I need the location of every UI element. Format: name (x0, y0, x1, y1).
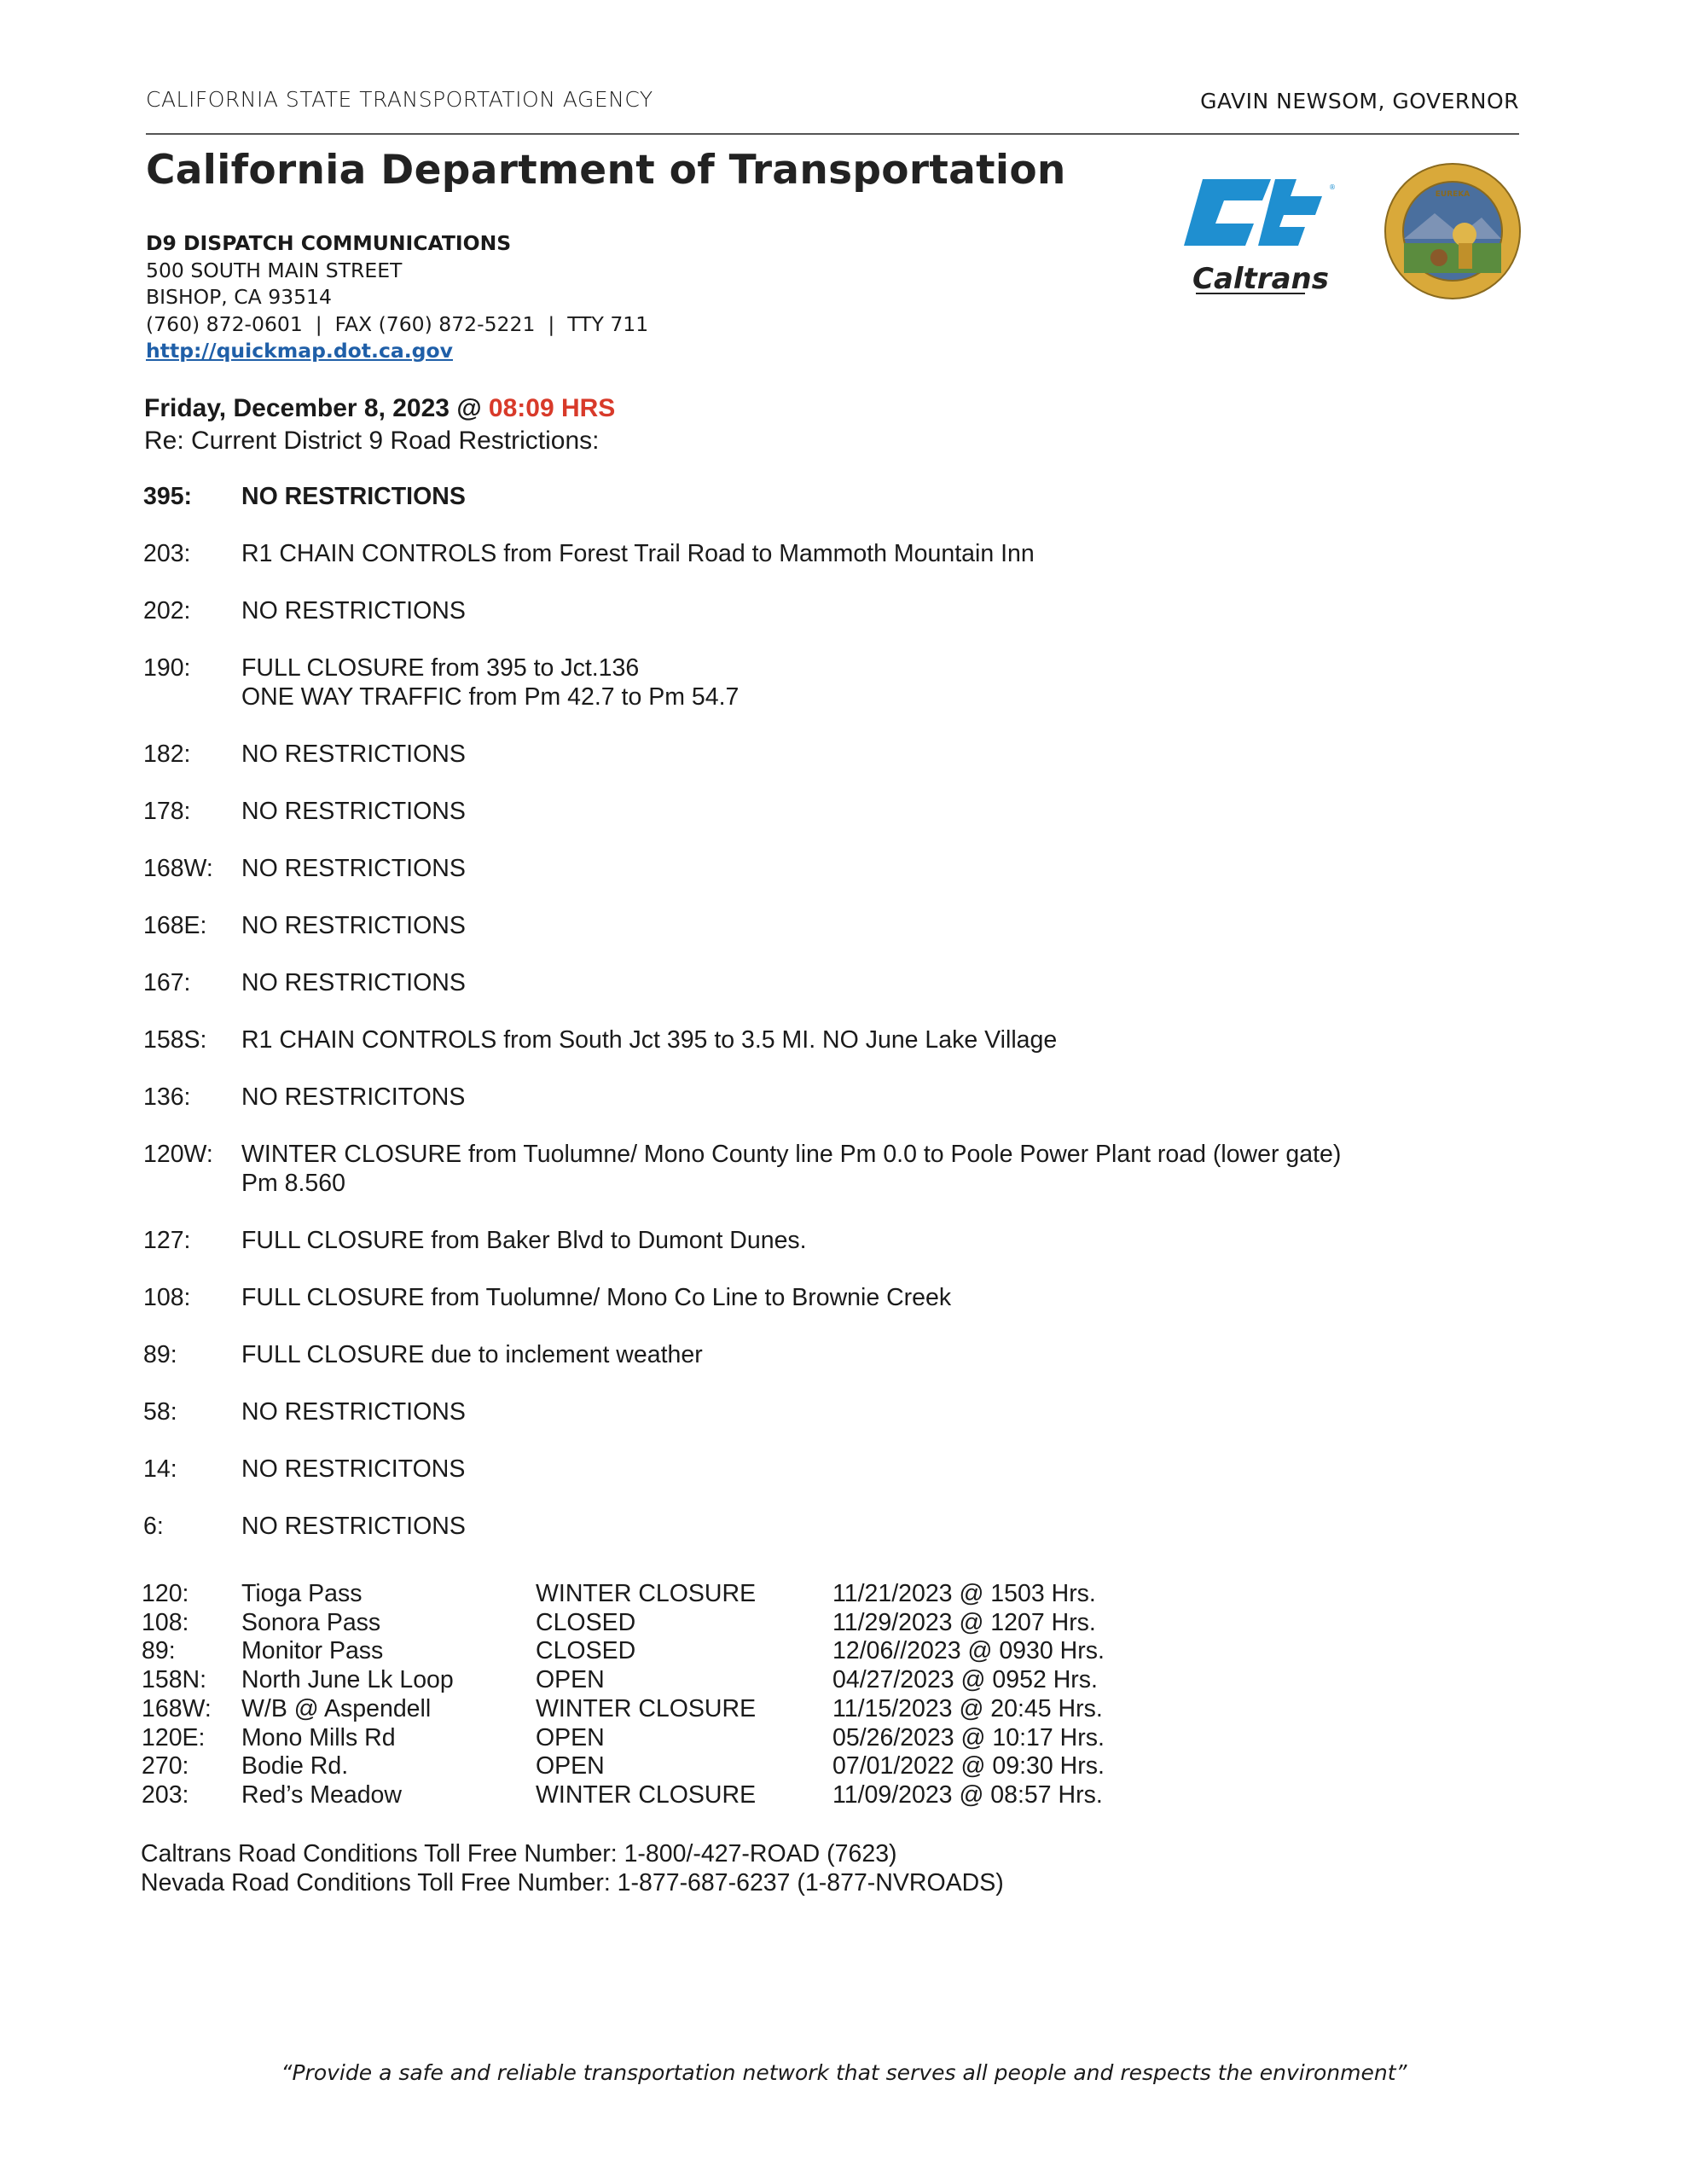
pass-date: 11/21/2023 @ 1503 Hrs. (832, 1580, 1096, 1607)
route-number: 168E: (143, 912, 207, 939)
route-row (143, 653, 1508, 712)
route-status: NO RESTRICTIONS (241, 912, 466, 939)
pass-route: 120: (142, 1580, 189, 1607)
office-name: D9 DISPATCH COMMUNICATIONS (146, 231, 512, 255)
route-number: 6: (143, 1513, 164, 1540)
department-title: California Department of Transportation (146, 147, 1066, 194)
route-row (143, 539, 1508, 568)
nevada-phone: Nevada Road Conditions Toll Free Number: 1-877-687-6237 (1-877-NVROADS) (141, 1868, 1004, 1896)
route-status (241, 1140, 1508, 1198)
pass-status-table (142, 1580, 1105, 1810)
pass-date: 11/15/2023 @ 20:45 Hrs. (832, 1694, 1103, 1722)
route-number: 120W: (143, 1141, 213, 1168)
pass-date: 12/06//2023 @ 0930 Hrs. (832, 1637, 1105, 1665)
pass-status: OPEN (536, 1666, 605, 1694)
route-number: 58: (143, 1398, 177, 1426)
table-row (142, 1580, 1105, 1609)
route-row (143, 1283, 1508, 1312)
table-row (142, 1724, 1105, 1753)
route-status: R1 CHAIN CONTROLS from South Jct 395 to 3.5 MI. NO June Lake Village (241, 1026, 1058, 1054)
route-row (143, 740, 1508, 769)
route-status: NO RESTRICTIONS (241, 798, 466, 825)
california-seal (1383, 162, 1522, 300)
route-status-line: WINTER CLOSURE from Tuolumne/ Mono County line Pm 0.0 to Poole Power Plant road (lower gate) (241, 1141, 1342, 1168)
pass-route: 168W: (142, 1694, 212, 1722)
pass-route: 270: (142, 1752, 189, 1780)
pass-route: 89: (142, 1637, 176, 1665)
route-number: 168W: (143, 855, 213, 882)
pass-name: Monitor Pass (241, 1637, 384, 1665)
route-number: 127: (143, 1227, 191, 1254)
pass-name: Tioga Pass (241, 1580, 363, 1607)
table-row (142, 1666, 1105, 1695)
pass-route: 120E: (142, 1723, 206, 1751)
pass-status: OPEN (536, 1723, 605, 1751)
route-status: NO RESTRICTIONS (241, 1513, 466, 1540)
table-row (142, 1781, 1105, 1810)
route-status-line: FULL CLOSURE from 395 to Jct.136 (241, 654, 640, 682)
route-number: 178: (143, 798, 191, 825)
route-row (143, 1512, 1508, 1541)
route-status (241, 653, 1508, 712)
pass-date: 05/26/2023 @ 10:17 Hrs. (832, 1723, 1105, 1751)
svg-text:®: ® (1329, 183, 1336, 191)
report-subject: Re: Current District 9 Road Restrictions: (144, 427, 600, 455)
caltrans-logo (1177, 171, 1348, 307)
route-row (143, 797, 1508, 826)
caltrans-wordmark: Caltrans (1192, 262, 1329, 296)
route-number: 108: (143, 1284, 191, 1311)
pass-route: 108: (142, 1608, 189, 1636)
route-status: R1 CHAIN CONTROLS from Forest Trail Road to Mammoth Mountain Inn (241, 540, 1035, 567)
route-status: NO RESTRICTIONS (241, 483, 466, 510)
route-status: FULL CLOSURE from Baker Blvd to Dumont Dunes. (241, 1227, 807, 1254)
route-number: 158S: (143, 1026, 207, 1054)
route-status: NO RESTRICTIONS (241, 855, 466, 882)
phone-numbers (141, 1840, 1004, 1897)
route-row (143, 1083, 1508, 1112)
route-status: NO RESTRICTIONS (241, 741, 466, 768)
pass-name: Mono Mills Rd (241, 1723, 396, 1751)
pass-date: 11/29/2023 @ 1207 Hrs. (832, 1608, 1096, 1636)
route-row (143, 1340, 1508, 1369)
route-row (143, 1140, 1508, 1198)
caltrans-phone: Caltrans Road Conditions Toll Free Number: 1-800/-427-ROAD (7623) (141, 1840, 897, 1867)
pass-status: WINTER CLOSURE (536, 1694, 757, 1722)
route-row (143, 911, 1508, 940)
route-number: 190: (143, 654, 191, 682)
route-number: 182: (143, 741, 191, 768)
route-row (143, 1397, 1508, 1426)
pass-name: Bodie Rd. (241, 1752, 349, 1780)
quickmap-link[interactable]: http://quickmap.dot.ca.gov (146, 339, 453, 363)
route-status: FULL CLOSURE due to inclement weather (241, 1341, 703, 1368)
ct-mark (1184, 179, 1336, 246)
pass-name: Sonora Pass (241, 1608, 381, 1636)
route-status: NO RESTRICITONS (241, 1455, 466, 1483)
route-row (143, 968, 1508, 997)
office-city: BISHOP, CA 93514 (146, 285, 332, 309)
office-contact: (760) 872-0601 | FAX (760) 872-5221 | TTY 711 (146, 311, 649, 336)
pass-date: 11/09/2023 @ 08:57 Hrs. (832, 1780, 1103, 1809)
pass-status: OPEN (536, 1752, 605, 1780)
pass-name: Red’s Meadow (241, 1780, 402, 1809)
route-number: 203: (143, 540, 191, 567)
office-address (146, 230, 648, 365)
route-status: NO RESTRICTIONS (241, 1398, 466, 1426)
route-number: 136: (143, 1083, 191, 1111)
office-street: 500 SOUTH MAIN STREET (146, 258, 403, 282)
route-row (143, 854, 1508, 883)
table-row (142, 1752, 1105, 1781)
agency-name: CALIFORNIA STATE TRANSPORTATION AGENCY (146, 87, 653, 112)
route-number: 395: (143, 483, 193, 510)
route-status-line: Pm 8.560 (241, 1170, 345, 1197)
route-number: 14: (143, 1455, 177, 1483)
route-row (143, 1226, 1508, 1255)
route-status: NO RESTRICTIONS (241, 969, 466, 996)
report-date-text: Friday, December 8, 2023 @ (144, 394, 489, 422)
route-row (143, 596, 1508, 625)
route-row (143, 1025, 1508, 1054)
pass-route: 203: (142, 1780, 189, 1809)
pass-status: CLOSED (536, 1608, 636, 1636)
table-row (142, 1609, 1105, 1638)
route-status-line: ONE WAY TRAFFIC from Pm 42.7 to Pm 54.7 (241, 683, 740, 711)
route-row (143, 1455, 1508, 1484)
pass-date: 07/01/2022 @ 09:30 Hrs. (832, 1752, 1105, 1780)
pass-status: WINTER CLOSURE (536, 1780, 757, 1809)
route-number: 89: (143, 1341, 177, 1368)
route-status: NO RESTRICTIONS (241, 597, 466, 624)
report-time: 08:09 HRS (488, 394, 616, 422)
seal-motto: EUREKA (1435, 190, 1470, 199)
pass-date: 04/27/2023 @ 0952 Hrs. (832, 1666, 1098, 1694)
pass-name: W/B @ Aspendell (241, 1694, 432, 1722)
header-rule (146, 133, 1519, 135)
table-row (142, 1695, 1105, 1724)
route-status: FULL CLOSURE from Tuolumne/ Mono Co Line to Brownie Creek (241, 1284, 952, 1311)
pass-name: North June Lk Loop (241, 1666, 454, 1694)
pass-route: 158N: (142, 1666, 207, 1694)
pass-status: WINTER CLOSURE (536, 1580, 757, 1607)
mission-quote: “Provide a safe and reliable transportation network that serves all people and respects the environment” (281, 2060, 1407, 2085)
route-list (143, 482, 1508, 1569)
route-row (143, 482, 1508, 511)
route-number: 167: (143, 969, 191, 996)
route-number: 202: (143, 597, 191, 624)
governor-name: GAVIN NEWSOM, GOVERNOR (1200, 89, 1519, 113)
route-status: NO RESTRICITONS (241, 1083, 466, 1111)
report-date (144, 394, 615, 423)
pass-status: CLOSED (536, 1637, 636, 1665)
table-row (142, 1637, 1105, 1666)
